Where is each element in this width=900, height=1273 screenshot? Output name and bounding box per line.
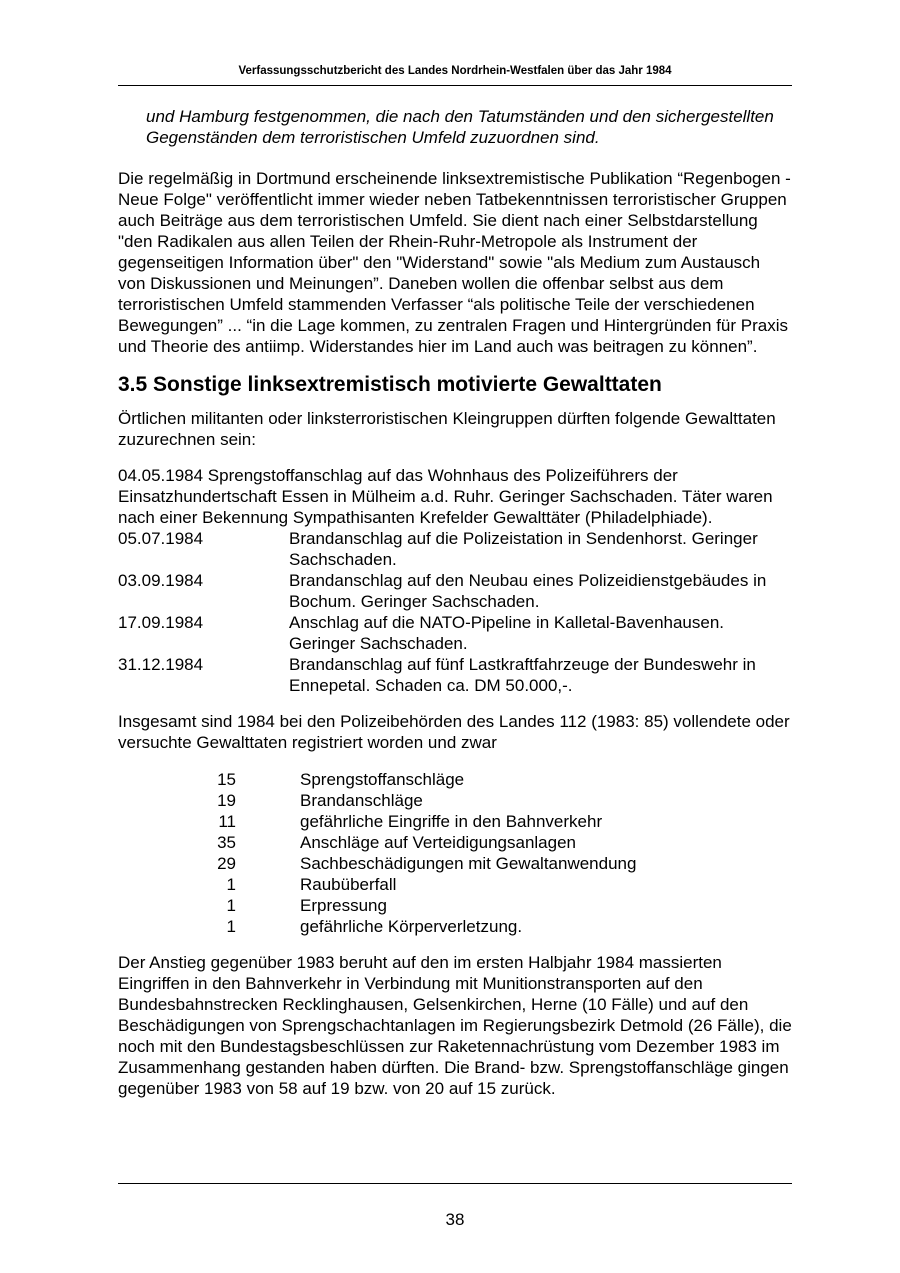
stat-row	[118, 874, 792, 895]
stat-row	[118, 832, 792, 853]
stat-row	[118, 895, 792, 916]
event-row	[118, 654, 792, 696]
event-date: 31.12.1984	[118, 655, 204, 674]
stat-label: Brandanschläge	[300, 791, 423, 810]
stat-label: Anschläge auf Verteidigungsanlagen	[300, 833, 576, 852]
closing-paragraph: Der Anstieg gegenüber 1983 beruht auf den im ersten Halbjahr 1984 massierten Eingriffen in den Bahnverkehr in Verbindung mit Munitionstransporten auf den Bundesbahnstrecken Recklinghausen, Gelsenkirchen, Herne (10 Fälle) und auf den Beschädigungen von Sprengschachtanlagen im Regierungsbezirk Detmold (26 Fälle), die noch mit den Bundestagsbeschlüssen zur Raketennachrüstung vom Dezember 1983 im Zusammenhang gestanden haben dürften. Die Brand- bzw. Sprengstoffanschläge gingen gegenüber 1983 von 58 auf 19 bzw. von 20 auf 15 zurück.	[118, 953, 792, 1098]
event-list	[118, 465, 792, 696]
section-intro: Örtlichen militanten oder linksterroristischen Kleingruppen dürften folgende Gewalttaten zuzurechnen sein:	[118, 409, 776, 449]
stat-row	[118, 811, 792, 832]
intro-italic-paragraph: und Hamburg festgenommen, die nach den Tatumständen und den sichergestellten Gegenständen dem terroristischen Umfeld zuzuordnen sind.	[146, 107, 774, 147]
page-content	[118, 106, 792, 1099]
stat-label: Sachbeschädigungen mit Gewaltanwendung	[300, 854, 637, 873]
footer-rule	[118, 1183, 792, 1184]
stat-count: 35	[217, 833, 236, 852]
stat-row	[118, 916, 792, 937]
stat-row	[118, 790, 792, 811]
stat-count: 1	[226, 875, 236, 894]
event-description: Brandanschlag auf die Polizeistation in Sendenhorst. Geringer Sachschaden.	[289, 529, 758, 569]
summary-paragraph: Insgesamt sind 1984 bei den Polizeibehörden des Landes 112 (1983: 85) vollendete oder versuchte Gewalttaten registriert worden und zwar	[118, 712, 790, 752]
stat-label: Sprengstoffanschläge	[300, 770, 465, 789]
section-heading: 3.5 Sonstige linksextremistisch motivierte Gewalttaten	[118, 373, 662, 396]
stat-label: Erpressung	[300, 896, 387, 915]
stat-count: 11	[218, 812, 236, 831]
stat-row	[118, 853, 792, 874]
stats-list	[118, 769, 792, 937]
stat-count: 19	[217, 791, 236, 810]
event-date: 05.07.1984	[118, 529, 204, 548]
event-description: Brandanschlag auf fünf Lastkraftfahrzeuge der Bundeswehr in Ennepetal. Schaden ca. DM 50.000,-.	[289, 655, 756, 695]
stat-row	[118, 769, 792, 790]
event-date: 17.09.1984	[118, 613, 204, 632]
running-header: Verfassungsschutzbericht des Landes Nordrhein-Westfalen über das Jahr 1984	[238, 65, 672, 77]
event-date: 03.09.1984	[118, 571, 204, 590]
event-description: Brandanschlag auf den Neubau eines Polizeidienstgebäudes in Bochum. Geringer Sachschaden.	[289, 571, 767, 611]
event-row	[118, 528, 792, 570]
stat-count: 15	[217, 770, 236, 789]
stat-label: Raubüberfall	[300, 875, 397, 894]
event-first: 04.05.1984 Sprengstoffanschlag auf das Wohnhaus des Polizeiführers der Einsatzhundertschaft Essen in Mülheim a.d. Ruhr. Geringer Sachschaden. Täter waren nach einer Bekennung Sympathisanten Krefelder Gewalttäter (Philadelphiade).	[118, 466, 773, 527]
event-row	[118, 612, 792, 654]
stat-label: gefährliche Eingriffe in den Bahnverkehr	[300, 812, 603, 831]
stat-count: 29	[217, 854, 236, 873]
regenbogen-paragraph: Die regelmäßig in Dortmund erscheinende linksextremistische Publikation “Regenbogen - Neue Folge" veröffentlicht immer wieder neben Tatbekenntnissen terroristischer Gruppen auch Beiträge aus dem terroristischen Umfeld. Sie dient nach einer Selbstdarstellung "den Radikalen aus allen Teilen der Rhein-Ruhr-Metropole als Instrument der gegenseitigen Information über" den "Widerstand" sowie "als Medium zum Austausch von Diskussionen und Meinungen”. Daneben wollen die offenbar selbst aus dem terroristischen Umfeld stammenden Verfasser “als politische Teile der verschiedenen Bewegungen” ... “in die Lage kommen, zu zentralen Fragen und Hintergründen für Praxis und Theorie des antiimp. Widerstandes hier im Land auch was beitragen zu können”.	[118, 169, 791, 356]
stat-label: gefährliche Körperverletzung.	[300, 917, 523, 936]
stat-count: 1	[226, 917, 236, 936]
stat-count: 1	[226, 896, 236, 915]
event-row	[118, 570, 792, 612]
page-number: 38	[445, 1210, 465, 1229]
event-description: Anschlag auf die NATO-Pipeline in Kalletal-Bavenhausen. Geringer Sachschaden.	[289, 613, 725, 653]
header-rule	[118, 85, 792, 86]
